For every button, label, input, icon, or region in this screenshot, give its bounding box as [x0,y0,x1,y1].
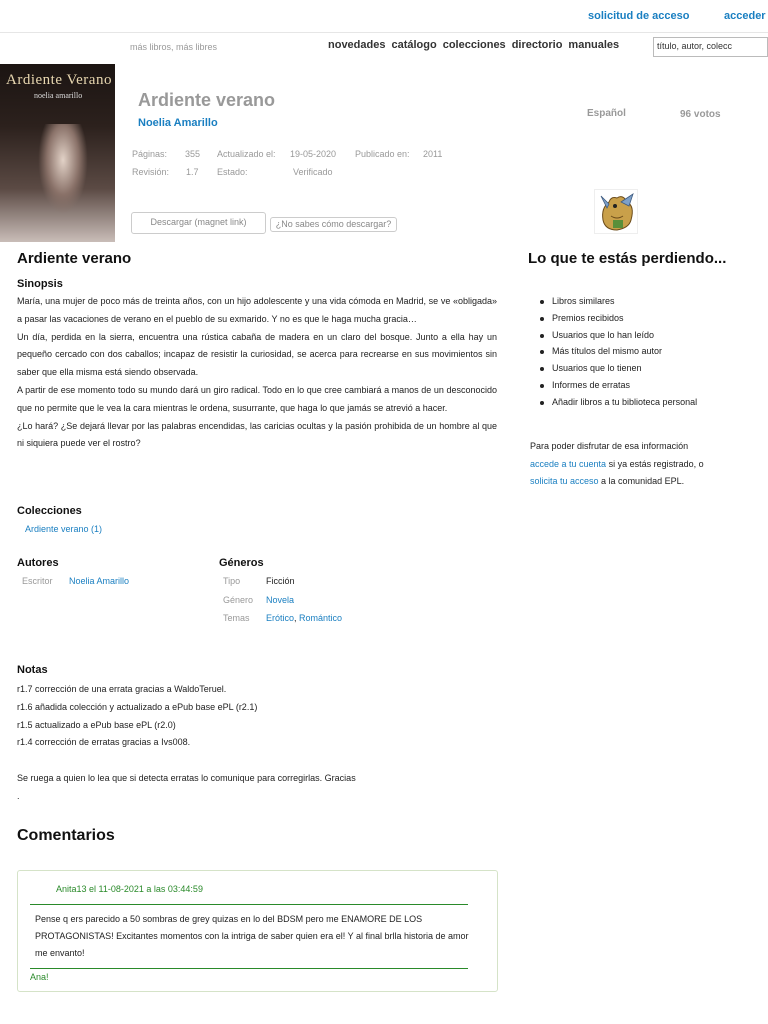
sidebar-heading: Lo que te estás perdiendo... [528,250,727,267]
published-label: Publicado en: [355,149,410,159]
cover-author: noelia amarillo [34,91,83,100]
list-item: Informes de erratas [540,377,697,394]
synopsis-paragraph: ¿Lo hará? ¿Se dejará llevar por las palabras encendidas, las caricias ocultas y la pasión prohibida de un hombre al que ni siquiera puede ver el rostro? [17,420,497,449]
comment-author[interactable]: Anita13 el 11-08-2021 a las 03:44:59 [56,884,203,894]
top-bar [0,0,768,32]
nav-directorio[interactable]: directorio [511,39,563,51]
pages-label: Páginas: [132,149,168,159]
writer-link[interactable]: Noelia Amarillo [69,576,130,586]
nav-manuales[interactable]: manuales [568,39,620,51]
status-label: Estado: [217,167,248,177]
genre-link[interactable]: Novela [266,595,295,605]
votes-count: 96 votos [680,109,721,120]
mascot-icon [594,189,638,234]
note-line: r1.5 actualizado a ePub base ePL (r2.0) [17,719,176,730]
comment-signature: Ana! [30,972,49,982]
nav-colecciones[interactable]: colecciones [442,39,506,51]
login-account-link[interactable]: accede a tu cuenta [530,458,607,469]
missing-features-list [540,293,697,411]
authors-heading: Autores [17,557,59,569]
revision-value: 1.7 [186,167,199,177]
comment-divider [30,904,468,905]
synopsis-text [17,293,497,453]
updated-value: 19-05-2020 [290,149,337,159]
nav-novedades[interactable]: novedades [328,39,386,51]
synopsis-paragraph: Un día, perdida en la sierra, encuentra una rústica cabaña de madera en un claro del bosque. Junto a ella hay un pequeño cercado con dos caballos; incapaz de resistir la curiosidad, se acerca para recrearse en sus movimientos sin saber que ella misma está siendo observada. [17,331,497,378]
sidebar-note-text: si ya estás registrado, o [606,458,704,469]
theme-separator: , [294,613,297,623]
note-line [17,752,356,770]
note-line: r1.7 corrección de una errata gracias a WaldoTeruel. [17,684,227,694]
cover-figure [38,124,88,214]
type-value: Ficción [266,576,295,586]
theme-romantico-link[interactable]: Romántico [299,613,343,623]
updated-label: Actualizado el: [217,149,276,159]
note-line: r1.4 corrección de erratas gracias a Ivs008. [17,737,191,748]
comment-divider [30,968,468,969]
site-tagline: más libros, más libres [130,42,218,52]
list-item: Usuarios que lo tienen [540,360,697,377]
download-magnet-button[interactable]: Descargar (magnet link) [131,212,266,234]
sidebar-note-text: Para poder disfrutar de esa información [530,441,689,451]
login-link[interactable]: acceder [724,10,766,22]
list-item: Más títulos del mismo autor [540,343,697,360]
notes-text [17,681,356,806]
main-nav [328,39,619,51]
language-badge: Español [587,108,626,119]
list-item: Usuarios que lo han leído [540,327,697,344]
revision-label: Revisión: [132,167,170,177]
genres-heading: Géneros [219,557,264,569]
themes-label: Temas [223,613,250,623]
request-access-inline-link[interactable]: solicita tu acceso [530,476,599,486]
themes-value [266,613,342,623]
site-header [0,32,768,62]
writer-label: Escritor [22,576,53,586]
search-input[interactable]: título, autor, colecc [653,37,768,57]
cover-title: Ardiente Verano [6,72,112,88]
comment-card [17,870,498,992]
note-line: Se ruega a quien lo lea que si detecta erratas lo comunique para corregirlas. Gracias [17,772,356,783]
synopsis-paragraph: María, una mujer de poco más de treinta años, con un hijo adolescente y una vida cómoda en Madrid, se ve «obligada» a pasar las vacaciones de verano en el pueblo de su exmarido. Y no es que le haga mucha gracia… [17,296,497,324]
synopsis-heading: Sinopsis [17,278,63,290]
collection-link[interactable]: Ardiente verano (1) [25,524,103,534]
theme-erotico-link[interactable]: Erótico [266,613,295,623]
published-value: 2011 [423,149,443,159]
collections-heading: Colecciones [17,505,82,517]
how-to-download-button[interactable]: ¿No sabes cómo descargar? [270,217,397,232]
status-value: Verificado [293,167,333,177]
list-item: Añadir libros a tu biblioteca personal [540,394,697,411]
genre-label: Género [223,595,254,605]
notes-heading: Notas [17,664,48,676]
book-author-link[interactable]: Noelia Amarillo [138,117,218,129]
sidebar-note-text: a la comunidad EPL. [598,476,685,486]
comments-heading: Comentarios [17,827,115,844]
main-heading: Ardiente verano [17,250,132,267]
book-cover[interactable] [0,64,115,242]
list-item: Libros similares [540,293,697,310]
list-item: Premios recibidos [540,310,697,327]
type-label: Tipo [223,576,241,586]
comment-body: Pense q ers parecido a 50 sombras de grey quizas en lo del BDSM pero me ENAMORE DE LOS PROTAGONISTAS! Excitantes momentos con la intriga de saber quien era el! Y al final brlla historia de amor me envanto! [35,914,469,958]
book-title: Ardiente verano [138,90,276,110]
nav-catalogo[interactable]: catálogo [391,39,437,51]
request-access-link[interactable]: solicitud de acceso [588,10,690,22]
synopsis-paragraph: A partir de ese momento todo su mundo dará un giro radical. Todo en lo que cree cambiará a manos de un desconocido que no permite que le vea la cara mientras le ordena, susurrante, que haga lo que jamás se atrevió a hacer. [17,384,497,413]
pages-value: 355 [185,149,201,159]
note-line: r1.6 añadida colección y actualizado a ePub base ePL (r2.1) [17,701,258,712]
note-line: . [17,790,20,801]
sidebar-note [530,438,750,491]
